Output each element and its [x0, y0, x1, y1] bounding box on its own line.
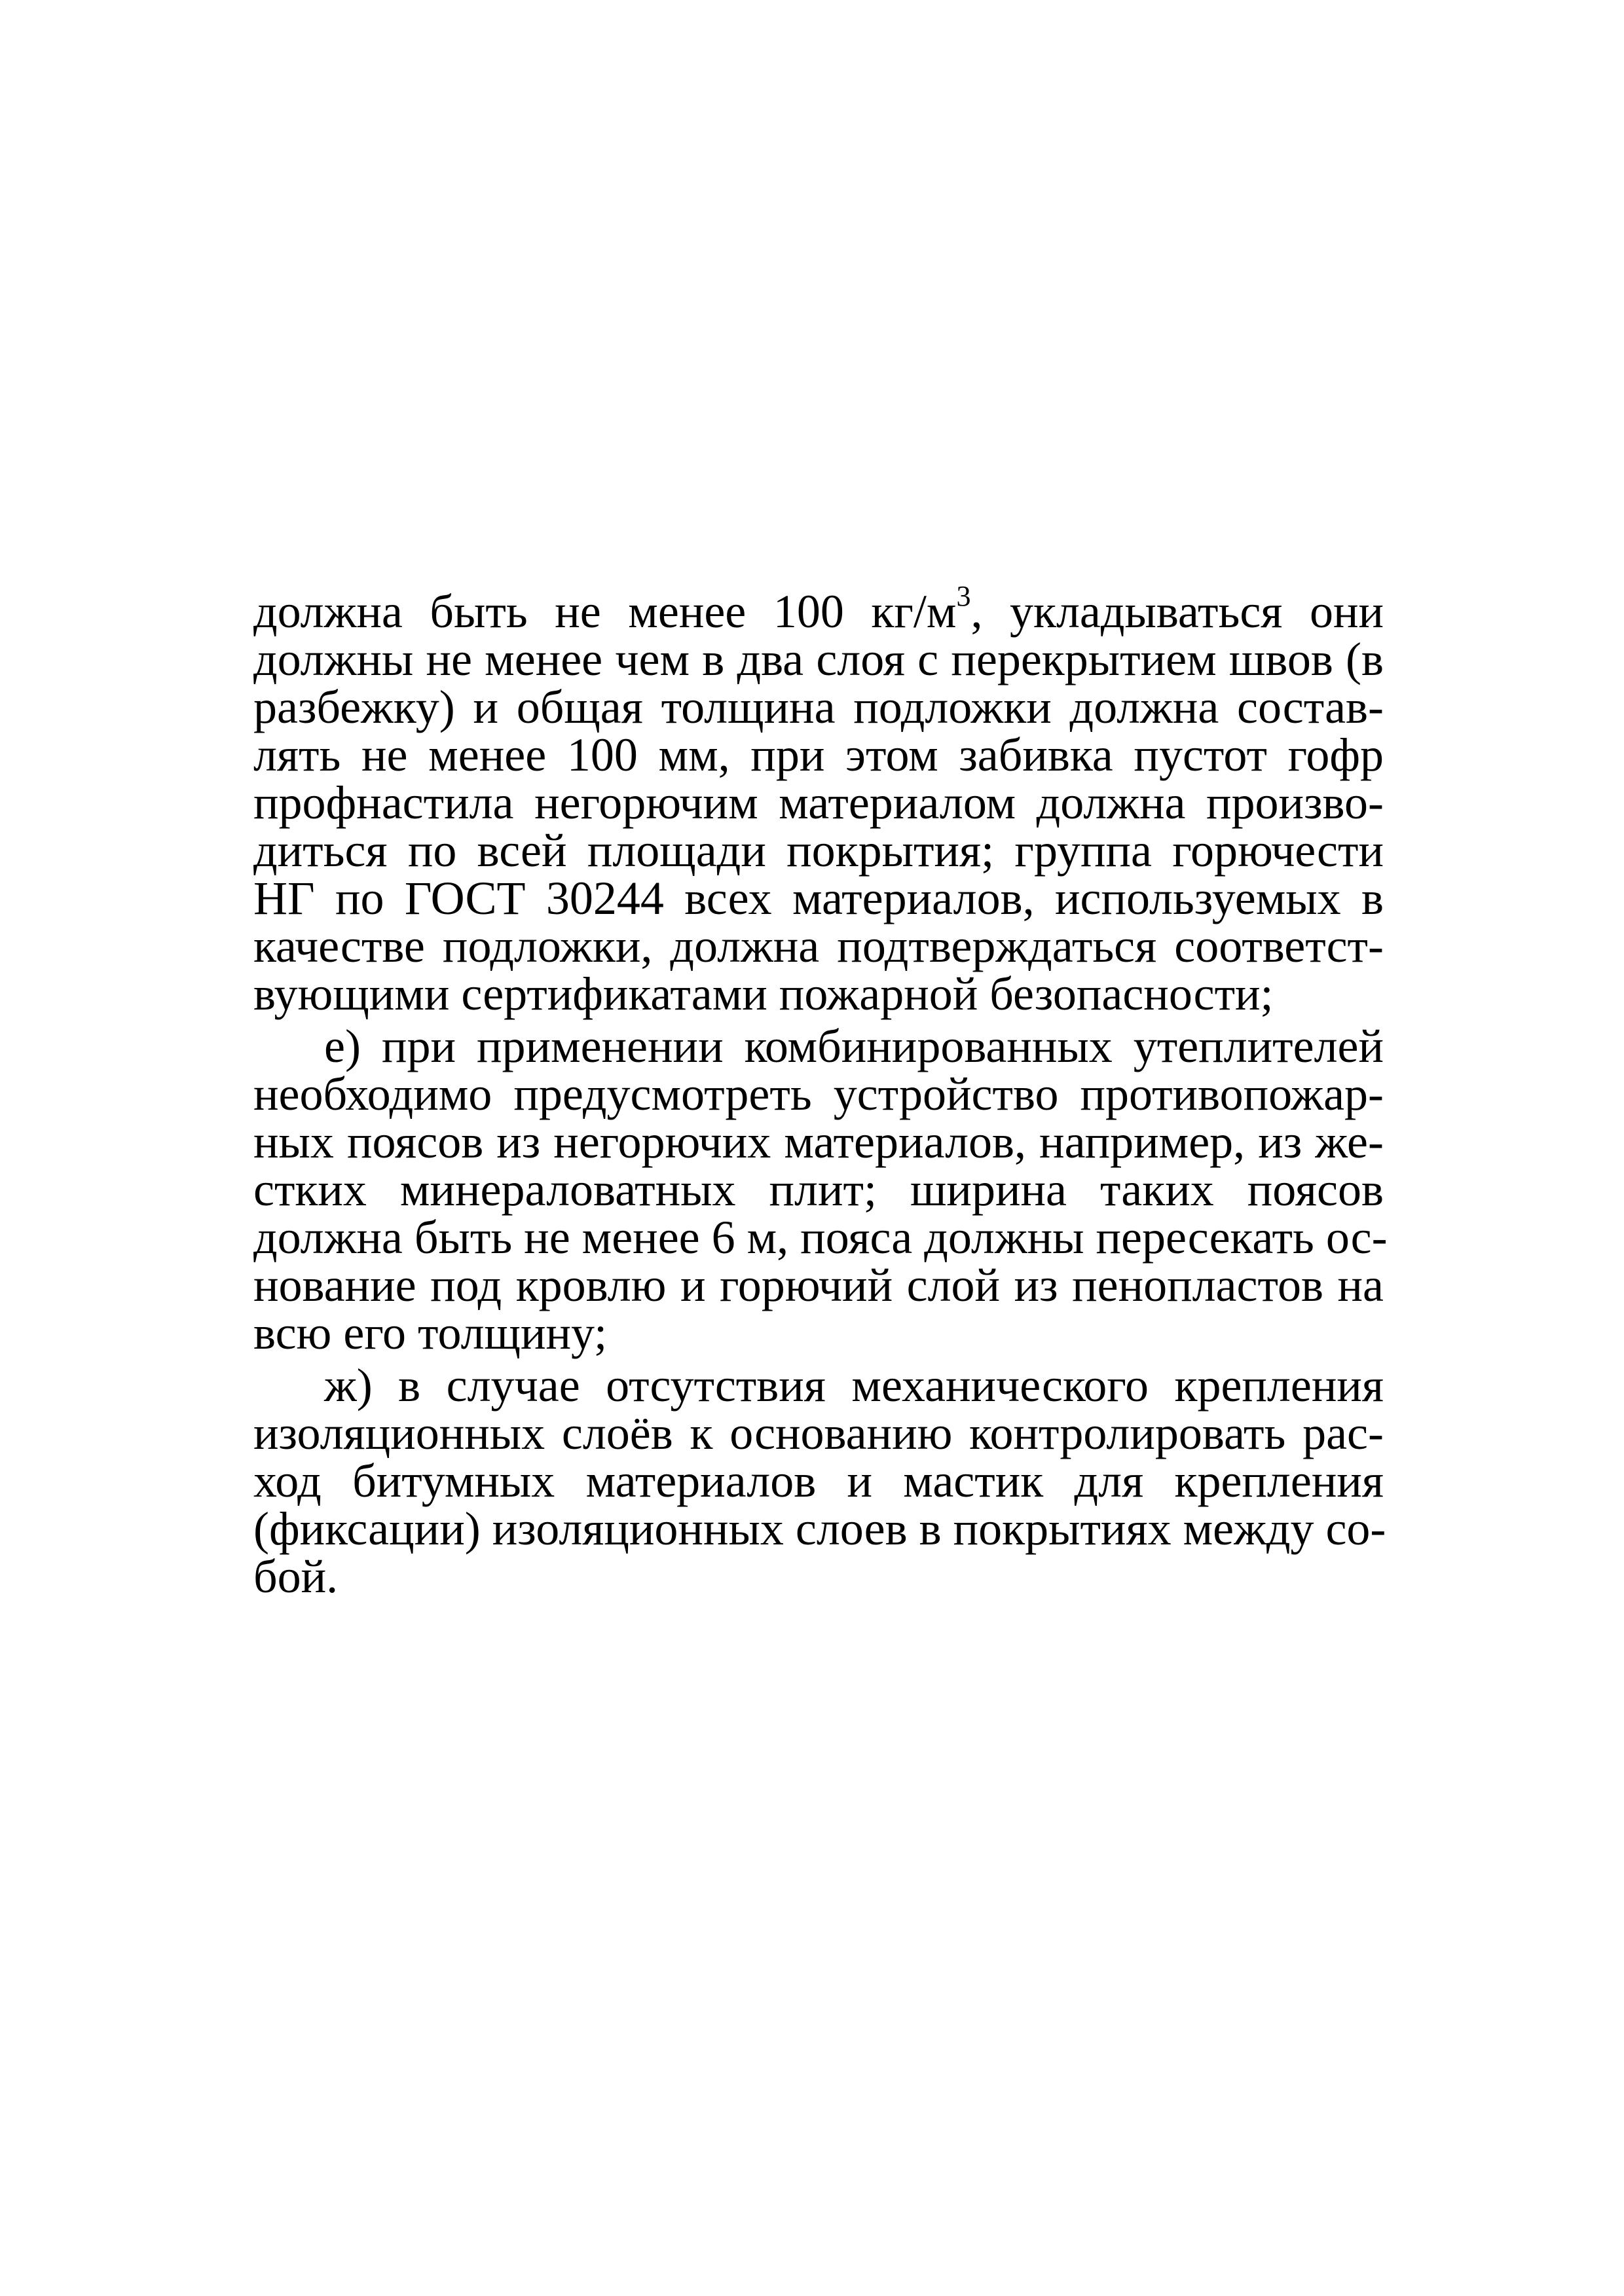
text-line: должна быть не менее 6 м, пояса должны пересекать ос-	[253, 1211, 1388, 1264]
text-line: изоляционных слоёв к основанию контролировать рас-	[253, 1407, 1384, 1459]
paragraph-1	[253, 580, 1384, 1020]
text-line: НГ по ГОСТ 30244 всех материалов, используемых в	[253, 872, 1384, 924]
text-line: вующими сертификатами пожарной безопасности;	[253, 968, 1274, 1020]
text-line: (фиксации) изоляционных слоев в покрытиях между со-	[253, 1503, 1386, 1555]
text-line: ход битумных материалов и мастик для крепления	[253, 1455, 1384, 1507]
text-line: е) при применении комбинированных утеплителей	[324, 1020, 1384, 1072]
text-line: ж) в случае отсутствия механического крепления	[324, 1359, 1384, 1412]
text-line: стких минераловатных плит; ширина таких поясов	[253, 1163, 1384, 1216]
text-line: должны не менее чем в два слоя с перекрытием швов (в	[253, 633, 1384, 685]
text-line: ных поясов из негорючих материалов, например, из же-	[253, 1116, 1384, 1168]
text-line: необходимо предусмотреть устройство противопожар-	[253, 1068, 1384, 1120]
text-line: разбежку) и общая толщина подложки должна состав-	[253, 681, 1384, 733]
text-line: лять не менее 100 мм, при этом забивка пустот гофр	[253, 729, 1384, 781]
text-line: всю его толщину;	[253, 1307, 608, 1359]
text-line: нование под кровлю и горючий слой из пенопластов на	[253, 1259, 1384, 1311]
paragraph-3	[253, 1359, 1386, 1603]
text-line: бой.	[253, 1550, 339, 1603]
text-line	[253, 580, 1384, 638]
superscript: 3	[956, 580, 971, 612]
body-text	[253, 580, 1388, 1603]
text-fragment: должна быть не менее 100 кг/м	[253, 585, 957, 638]
text-line: качестве подложки, должна подтверждаться соответст-	[253, 920, 1384, 972]
paragraph-2	[253, 1020, 1388, 1359]
text-line: диться по всей площади покрытия; группа горючести	[253, 824, 1384, 877]
text-fragment: , укладываться они	[970, 585, 1384, 638]
text-line: профнастила негорючим материалом должна произво-	[253, 776, 1384, 829]
